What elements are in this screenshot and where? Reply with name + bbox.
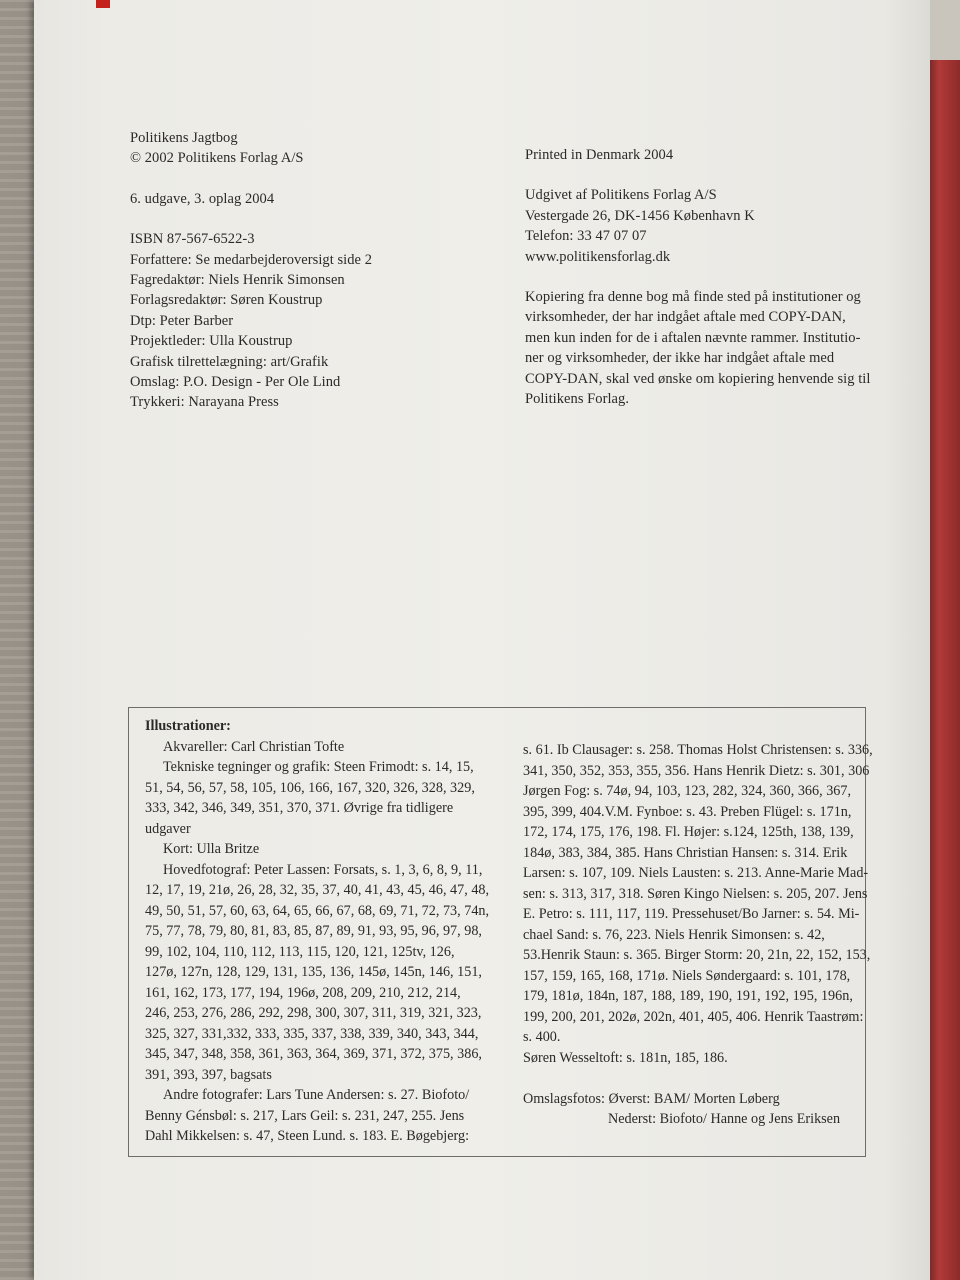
credit-line: Søren Wesseltoft: s. 181n, 185, 186. bbox=[523, 1049, 728, 1066]
imprint-right-line: Printed in Denmark 2004 bbox=[525, 147, 674, 163]
illustrations-left-column bbox=[145, 716, 489, 1147]
credit-line: chael Sand: s. 76, 223. Niels Henrik Simonsen: s. 42, bbox=[523, 926, 825, 943]
imprint-right-line: COPY-DAN, skal ved ønske om kopiering henvende sig til bbox=[525, 370, 871, 387]
credit-line: 391, 393, 397, bagsats bbox=[145, 1066, 272, 1083]
imprint-left-column bbox=[130, 128, 372, 413]
credit-line: Hovedfotograf: Peter Lassen: Forsats, s. 1, 3, 6, 8, 9, 11, bbox=[163, 861, 483, 878]
credit-line: Akvareller: Carl Christian Tofte bbox=[163, 738, 345, 755]
imprint-left-line: Omslag: P.O. Design - Per Ole Lind bbox=[130, 374, 341, 391]
illustrations-heading: Illustrationer: bbox=[145, 718, 231, 734]
credit-line: 246, 253, 276, 286, 292, 298, 300, 307, 311, 319, 321, 323, bbox=[145, 1005, 482, 1021]
credit-line: 172, 174, 175, 176, 198. Fl. Højer: s.124, 125th, 138, 139, bbox=[523, 824, 854, 840]
credit-line: Omslagsfotos: Øverst: BAM/ Morten Løberg bbox=[523, 1090, 780, 1107]
credit-line: 49, 50, 51, 57, 60, 63, 64, 65, 66, 67, 68, 69, 71, 72, 73, 74n, bbox=[145, 902, 490, 919]
imprint-left-line: Grafisk tilrettelægning: art/Grafik bbox=[130, 353, 329, 370]
illustrations-right-column bbox=[523, 740, 873, 1130]
credit-line: s. 400. bbox=[523, 1029, 561, 1045]
credit-line: Tekniske tegninger og grafik: Steen Frimodt: s. 14, 15, bbox=[163, 759, 474, 775]
imprint-right-column bbox=[525, 145, 870, 409]
book-cover-edge bbox=[930, 0, 960, 1280]
imprint-left-line: Dtp: Peter Barber bbox=[130, 312, 234, 329]
credit-line: 161, 162, 173, 177, 194, 196ø, 208, 209, 210, 212, 214, bbox=[145, 984, 461, 1001]
imprint-right-line: men kun inden for de i aftalen nævnte rammer. Institutio- bbox=[525, 329, 861, 346]
credit-line: Nederst: Biofoto/ Hanne og Jens Eriksen bbox=[608, 1111, 841, 1127]
imprint-right-line: Telefon: 33 47 07 07 bbox=[525, 228, 647, 245]
credit-line: 345, 347, 348, 358, 361, 363, 364, 369, 371, 372, 375, 386, bbox=[145, 1046, 482, 1062]
credit-line: Larsen: s. 107, 109. Niels Lausten: s. 213. Anne-Marie Mad- bbox=[523, 865, 869, 881]
credit-line: 333, 342, 346, 349, 351, 370, 371. Øvrige fra tidligere bbox=[145, 800, 454, 816]
credit-line: 184ø, 383, 384, 385. Hans Christian Hansen: s. 314. Erik bbox=[523, 844, 848, 861]
credit-line: Jørgen Fog: s. 74ø, 94, 103, 123, 282, 324, 360, 366, 367, bbox=[523, 783, 852, 799]
imprint-right-line: Politikens Forlag. bbox=[525, 391, 630, 408]
imprint-left-line: Forfattere: Se medarbejderoversigt side 2 bbox=[130, 251, 373, 268]
imprint-left-line: © 2002 Politikens Forlag A/S bbox=[130, 150, 304, 167]
imprint-left-line: Fagredaktør: Niels Henrik Simonsen bbox=[130, 272, 345, 289]
imprint-right-line: Kopiering fra denne bog må finde sted på institutioner og bbox=[525, 289, 861, 306]
imprint-left-line: Forlagsredaktør: Søren Koustrup bbox=[130, 292, 323, 309]
credit-line: E. Petro: s. 111, 117, 119. Pressehuset/Bo Jarner: s. 54. Mi- bbox=[523, 906, 860, 922]
credit-line: Benny Génsbøl: s. 217, Lars Geil: s. 231, 247, 255. Jens bbox=[145, 1107, 465, 1124]
credit-line: udgaver bbox=[145, 820, 191, 837]
imprint-right-spacer bbox=[525, 267, 870, 287]
credit-line: 341, 350, 352, 353, 355, 356. Hans Henrik Dietz: s. 301, 306 bbox=[523, 762, 870, 779]
credit-line: 325, 327, 331,332, 333, 335, 337, 338, 339, 340, 343, 344, bbox=[145, 1025, 479, 1042]
credit-line: Dahl Mikkelsen: s. 47, Steen Lund. s. 183. E. Bøgebjerg: bbox=[145, 1128, 470, 1144]
credit-line: 395, 399, 404.V.M. Fynboe: s. 43. Preben Flügel: s. 171n, bbox=[523, 803, 852, 820]
illustrations-credits-box bbox=[128, 707, 873, 1157]
imprint-right-line: www.politikensforlag.dk bbox=[525, 248, 671, 265]
imprint-left-spacer bbox=[130, 169, 372, 189]
imprint-right-line: Udgivet af Politikens Forlag A/S bbox=[525, 187, 717, 204]
imprint-left-line: ISBN 87-567-6522-3 bbox=[130, 231, 255, 248]
imprint-left-line: Projektleder: Ulla Koustrup bbox=[130, 333, 293, 350]
credit-line: 12, 17, 19, 21ø, 26, 28, 32, 35, 37, 40, 41, 43, 45, 46, 47, 48, bbox=[145, 882, 490, 898]
credit-line: 75, 77, 78, 79, 80, 81, 83, 85, 87, 89, 91, 93, 95, 96, 97, 98, bbox=[145, 923, 482, 939]
credit-line: s. 61. Ib Clausager: s. 258. Thomas Holst Christensen: s. 336, bbox=[523, 742, 873, 758]
credit-line: 99, 102, 104, 110, 112, 113, 115, 120, 121, 125tv, 126, bbox=[145, 943, 455, 960]
credit-line: sen: s. 313, 317, 318. Søren Kingo Nielsen: s. 205, 207. Jens bbox=[523, 885, 868, 902]
credit-line: 157, 159, 165, 168, 171ø. Niels Søndergaard: s. 101, 178, bbox=[523, 967, 851, 984]
imprint-right-spacer bbox=[525, 165, 870, 185]
credit-line: 179, 181ø, 184n, 187, 188, 189, 190, 191, 192, 195, 196n, bbox=[523, 988, 853, 1004]
imprint-right-line: Vestergade 26, DK-1456 København K bbox=[525, 207, 755, 224]
imprint-left-line: Trykkeri: Narayana Press bbox=[130, 394, 279, 411]
credit-line bbox=[523, 1068, 873, 1089]
credit-line: 127ø, 127n, 128, 129, 131, 135, 136, 145ø, 145n, 146, 151, bbox=[145, 964, 482, 980]
imprint-left-line: Politikens Jagtbog bbox=[130, 130, 238, 146]
credit-line: Andre fotografer: Lars Tune Andersen: s. 27. Biofoto/ bbox=[163, 1087, 470, 1103]
credit-line: 53.Henrik Staun: s. 365. Birger Storm: 20, 21n, 22, 152, 153, bbox=[523, 947, 871, 963]
imprint-right-line: virksomheder, der har indgået aftale med COPY-DAN, bbox=[525, 309, 846, 326]
credit-line: Kort: Ulla Britze bbox=[163, 841, 260, 857]
red-cover-corner bbox=[96, 0, 110, 8]
background-top-right bbox=[930, 0, 960, 60]
imprint-right-line: ner og virksomheder, der ikke har indgået aftale med bbox=[525, 350, 835, 367]
imprint-left-spacer bbox=[130, 209, 372, 229]
credit-line: 51, 54, 56, 57, 58, 105, 106, 166, 167, 320, 326, 328, 329, bbox=[145, 779, 475, 796]
imprint-left-line: 6. udgave, 3. oplag 2004 bbox=[130, 190, 275, 207]
credit-line: 199, 200, 201, 202ø, 202n, 401, 405, 406. Henrik Taastrøm: bbox=[523, 1008, 864, 1025]
